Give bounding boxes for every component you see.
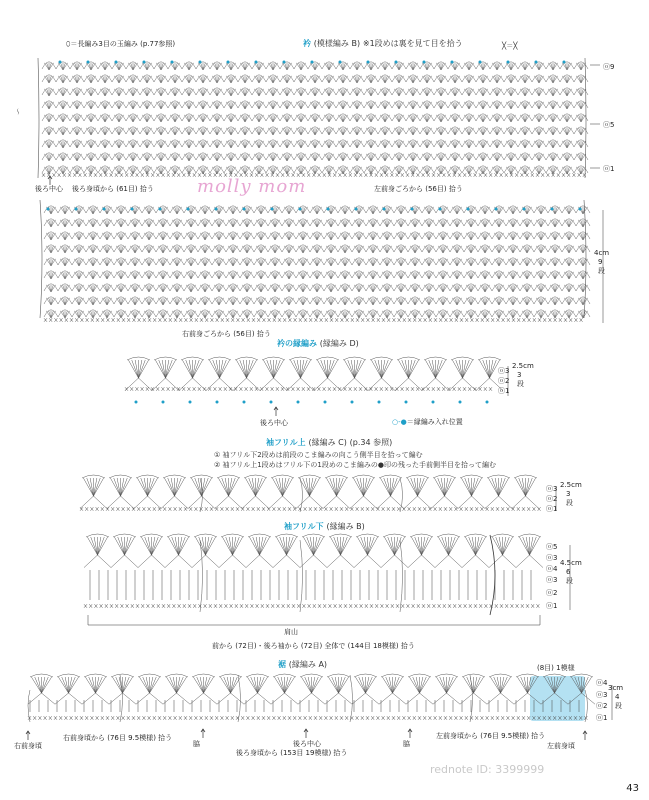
hem-row-2: ⓞ2 (596, 702, 608, 710)
frill-lower-size-rows: 6 (566, 568, 571, 576)
frill-lower-pick: 前から (72目)・後ろ袖から (72目) 全体で (144目 18模様) 拾う (212, 642, 415, 650)
collar-side-mark: 〜 (14, 108, 22, 115)
collar-size-rows: 9 (598, 258, 603, 266)
hem-pick-right: 右前身頃から (76目 9.5模様) 拾う (63, 734, 173, 742)
collar-edging-legend: ○-●＝縁編み入れ位置 (392, 418, 463, 426)
collar-back-center: 後ろ中心 (35, 185, 63, 193)
cross-legend: ╳＝╳ (502, 42, 518, 50)
hem-row-4: ⓞ4 (596, 679, 608, 687)
hem-right-front: 右前身頃 (14, 742, 42, 750)
hem-title: 裾 (縁編み A) (278, 660, 328, 669)
cross-stitch-icon: ╳ (502, 42, 507, 50)
cross-stitch-result-icon: ╳ (513, 42, 518, 50)
frill-lower-size-unit: 段 (566, 577, 573, 585)
collar-edging-row-1: ⓞ1 (498, 387, 510, 395)
hem-size-rows: 4 (615, 693, 620, 701)
insert-position-icon: ○-● (392, 418, 407, 426)
hem-side-left: 脇 (403, 740, 410, 748)
collar-edging-back-center: 後ろ中心 (260, 419, 288, 427)
collar-title: 衿 (模様編み B) ※1段めは裏を見て目を拾う (303, 39, 463, 48)
hem-back-center: 後ろ中心 (293, 740, 321, 748)
bobble-legend: ⬯＝長編み3目の玉編み (p.77参照) (66, 40, 176, 48)
collar-edging-size-rows: 3 (517, 371, 522, 379)
frill-upper-note-2: ② 袖フリル上1段めはフリル下の1段めのこま編みの●印の残った手前側半目を拾って編む (214, 461, 496, 469)
watermark: molly mom (197, 176, 307, 197)
hem-size-cm: 3cm (608, 684, 624, 692)
frill-upper-row-3: ⓞ3 (546, 485, 558, 493)
hem-pick-left: 左前身頃から (76目 9.5模様) 拾う (436, 732, 546, 740)
hem-row-3: ⓞ3 (596, 691, 608, 699)
hem-side-right: 脇 (193, 740, 200, 748)
collar-edging-row-3: ⓞ3 (498, 367, 510, 375)
frill-lower-row-e: ⓞ2 (546, 589, 558, 597)
collar-row-9: ⓞ9 (603, 63, 615, 71)
frill-upper-size-cm: 2.5cm (560, 481, 582, 489)
frill-lower-size-cm: 4.5cm (560, 559, 582, 567)
frill-upper-row-1: ⓞ1 (546, 505, 558, 513)
collar-edging-size-unit: 段 (517, 380, 524, 388)
frill-lower-row-f: ⓞ1 (546, 602, 558, 610)
collar-edging-title: 衿の縁編み (縁編み D) (277, 339, 359, 348)
collar-pick-back: 後ろ身頃から (61目) 拾う (72, 185, 154, 193)
collar-pick-left: 左前身ごろから (56目) 拾う (374, 185, 463, 193)
hem-row-1: ⓞ1 (596, 714, 608, 722)
hem-left-front: 左前身頃 (547, 742, 575, 750)
frill-upper-size-rows: 3 (566, 490, 571, 498)
hem-one-motif: (8目) 1模様 (537, 664, 575, 672)
rednote-watermark: rednote ID: 3399999 (430, 763, 545, 776)
hem-size-unit: 段 (615, 702, 622, 710)
frill-lower-row-d: ⓞ3 (546, 576, 558, 584)
frill-lower-row-c: ⓞ4 (546, 565, 558, 573)
frill-lower-row-b: ⓞ3 (546, 554, 558, 562)
collar-pick-right: 右前身ごろから (56目) 拾う (182, 330, 271, 338)
hem-pick-back: 後ろ身頃から (153目 19模様) 拾う (236, 749, 348, 757)
collar-row-1: ⓞ1 (603, 165, 615, 173)
collar-edging-size-cm: 2.5cm (512, 362, 534, 370)
frill-upper-size-unit: 段 (566, 499, 573, 507)
bobble-symbol-icon: ⬯ (66, 40, 71, 48)
frill-upper-title: 袖フリル上 (縁編み C) (p.34 参照) (266, 438, 393, 447)
frill-upper-row-2: ⓞ2 (546, 495, 558, 503)
frill-lower-row-a: ⓞ5 (546, 543, 558, 551)
collar-size-cm: 4cm (594, 249, 610, 257)
collar-size-unit: 段 (598, 267, 605, 275)
collar-edging-row-2: ⓞ2 (498, 377, 510, 385)
page-number: 43 (626, 783, 639, 794)
collar-row-5: ⓞ5 (603, 121, 615, 129)
frill-upper-note-1: ① 袖フリル下2段めは前段のこま編みの向こう側半目を拾って編む (214, 451, 423, 459)
frill-lower-title: 袖フリル下 (縁編み B) (284, 522, 365, 531)
frill-lower-shoulder: 肩山 (284, 628, 298, 636)
